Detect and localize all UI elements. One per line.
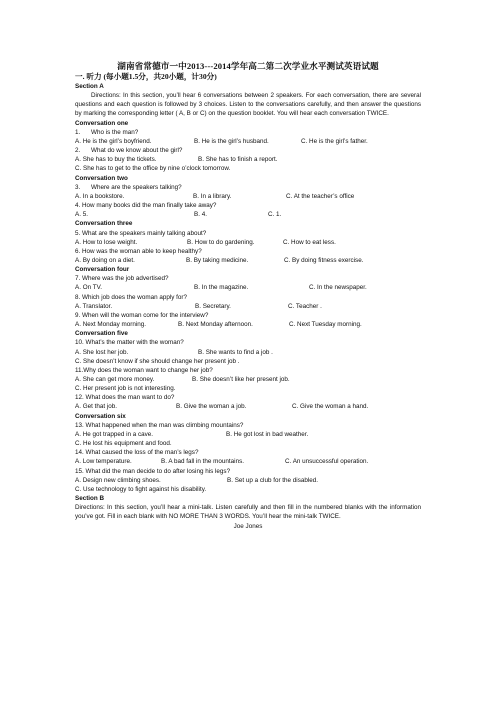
section-b-directions: Directions: In this section, you’ll hear a mini-talk. Listen carefully and then fill in the numbered blanks with the information you’ve got. Fill in each blank with NO MORE THAN 3 WORDS. You’ll hear the mini-talk TWICE. — [75, 504, 421, 521]
section-b-heading: Section B — [75, 495, 105, 503]
option-b: B. How to do gardening. — [187, 238, 255, 246]
option-b: B. By taking medicine. — [186, 256, 249, 264]
question-12: 12. What does the man want to do? — [75, 394, 175, 402]
section-a-heading: Section A — [75, 83, 104, 90]
conversation-three-heading: Conversation three — [75, 220, 133, 228]
conversation-six-heading: Conversation six — [75, 412, 126, 420]
option-b: B. Next Monday afternoon. — [178, 321, 253, 329]
option-c: C. At the teacher’s office — [286, 192, 355, 200]
option-c: C. Give the woman a hand. — [292, 403, 369, 411]
conversation-one-heading: Conversation one — [75, 119, 129, 127]
option-a: A. Get that job. — [75, 403, 118, 411]
option-c: C. He is the girl’s father. — [301, 137, 368, 145]
option-a: A. She lost her job. — [75, 348, 129, 356]
question-7-options — [75, 283, 421, 292]
option-c: C. 1. — [268, 211, 282, 219]
question-13-options — [75, 430, 421, 439]
option-a: A. By doing on a diet. — [75, 256, 135, 264]
option-a: A. She can get more money. — [75, 376, 155, 383]
question-4-options — [75, 210, 421, 219]
mini-talk-title: Joe Jones — [233, 522, 263, 530]
question-14-options — [75, 457, 421, 466]
question-10: 10. What’s the matter with the woman? — [75, 339, 184, 347]
question-15-options — [75, 476, 421, 485]
option-c: C. An unsuccessful operation. — [285, 458, 369, 466]
part-one-heading: 一. 听力 (每小题1.5分，共20小题，计30分) — [75, 72, 217, 81]
option-c: C. By doing fitness exercise. — [284, 256, 364, 264]
conversation-four-heading: Conversation four — [75, 266, 130, 274]
question-14: 14. What caused the loss of the man’s legs? — [75, 449, 199, 457]
question-11: 11.Why does the woman want to change her job? — [75, 366, 213, 374]
question-6: 6. How was the woman able to keep healthy? — [75, 247, 202, 255]
option-c: C. Next Tuesday morning. — [289, 321, 362, 329]
question-8-options — [75, 302, 421, 311]
question-1 — [75, 128, 421, 137]
option-b: B. She wants to find a job . — [198, 348, 273, 356]
option-b: B. Set up a club for the disabled. — [227, 476, 319, 484]
question-13: 13. What happened when the man was climbing mountains? — [75, 421, 244, 429]
section-a-directions: Directions: In this section, you’ll hear 6 conversations between 2 speakers. For each conversation, there are several questions and each question is followed by 3 choices. Listen to the conversations carefully, and then answer the questions by marking the corresponding letter ( A, B or C) on the question booklet. You will hear each conversation TWICE. — [75, 92, 421, 118]
question-1-options — [75, 137, 421, 146]
question-7: 7. Where was the job advertised? — [75, 275, 169, 283]
conversation-two-heading: Conversation two — [75, 174, 128, 182]
option-b: B. 4. — [194, 211, 207, 219]
question-2 — [75, 146, 421, 155]
question-text: Who is the man? — [91, 128, 139, 136]
question-10-options — [75, 348, 421, 357]
question-9: 9. When will the woman come for the interview? — [75, 311, 209, 319]
question-3-options — [75, 192, 421, 201]
option-b: B. A bad fall in the mountains. — [161, 458, 244, 466]
option-c: C. Teacher . — [288, 302, 322, 310]
question-10-option-c: C. She doesn’t know if she should change her present job . — [75, 357, 240, 365]
question-text: Where are the speakers talking? — [91, 183, 182, 191]
page-title: 湖南省常德市一中2013---2014学年高二第二次学业水平测试英语试题 — [117, 61, 379, 71]
question-6-options — [75, 256, 421, 265]
question-5: 5. What are the speakers mainly talking about? — [75, 229, 207, 237]
option-b: B. He is the girl’s husband. — [194, 137, 269, 145]
question-number: 3. — [75, 183, 81, 191]
question-4: 4. How many books did the man finally take away? — [75, 202, 217, 210]
question-11-options — [75, 375, 421, 384]
option-c: C. In the newspaper. — [309, 284, 367, 292]
question-8: 8. Which job does the woman apply for? — [75, 293, 188, 301]
option-b: B. She has to finish a report. — [198, 156, 278, 164]
option-b: B. Give the woman a job. — [176, 403, 247, 411]
option-b: B. In the magazine. — [194, 284, 249, 292]
conversation-five-heading: Conversation five — [75, 330, 128, 338]
question-number: 2. — [75, 147, 81, 155]
option-a: A. Next Monday morning. — [75, 321, 147, 329]
option-b: B. He got lost in bad weather. — [226, 430, 309, 438]
option-b: B. She doesn’t like her present job. — [192, 376, 290, 383]
question-3 — [75, 183, 421, 192]
option-a: A. Design new climbing shoes. — [75, 476, 161, 484]
question-15: 15. What did the man decide to do after losing his legs? — [75, 467, 231, 475]
option-a: A. On TV. — [75, 284, 102, 292]
option-a: A. 5. — [75, 211, 88, 219]
option-a: A. Low temperature. — [75, 458, 132, 466]
question-2-option-c: C. She has to get to the office by nine o’clock tomorrow. — [75, 165, 231, 173]
option-a: A. How to lose weight. — [75, 238, 138, 246]
question-2-options — [75, 155, 421, 164]
question-11-option-c: C. Her present job is not interesting. — [75, 385, 176, 393]
document-page — [75, 61, 421, 532]
question-5-options — [75, 238, 421, 247]
question-text: What do we know about the girl? — [91, 147, 183, 155]
option-b: B. In a library. — [193, 192, 232, 200]
option-b: B. Secretary. — [195, 302, 231, 310]
option-a: A. In a bookstore. — [75, 192, 125, 200]
question-number: 1. — [75, 128, 81, 136]
option-a: A. He got trapped in a cave. — [75, 430, 154, 438]
question-12-options — [75, 402, 421, 411]
question-15-option-c: C. Use technology to fight against his disability. — [75, 485, 207, 493]
question-13-option-c: C. He lost his equipment and food. — [75, 440, 172, 448]
option-a: A. She has to buy the tickets. — [75, 156, 157, 164]
option-c: C. How to eat less. — [283, 238, 336, 246]
question-9-options — [75, 320, 421, 329]
option-a: A. He is the girl’s boyfriend. — [75, 137, 152, 145]
option-a: A. Translator. — [75, 302, 113, 310]
